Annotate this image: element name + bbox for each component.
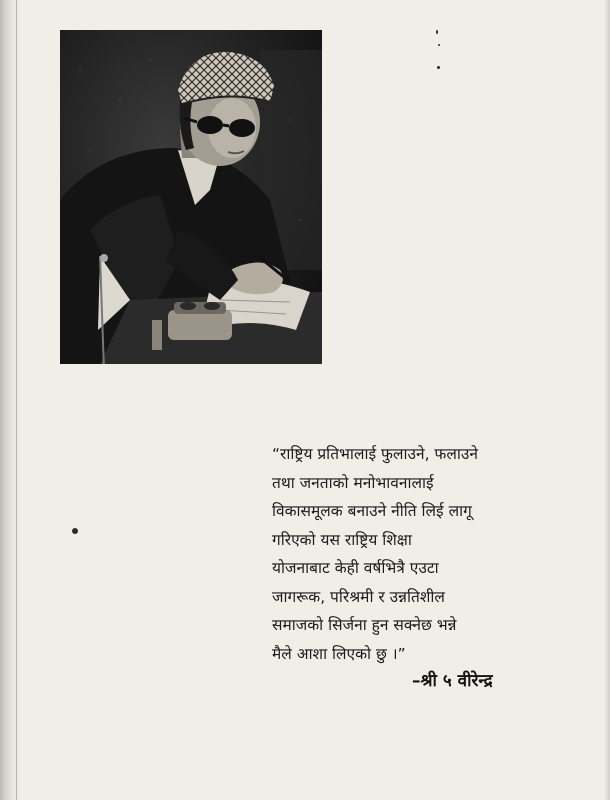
binding-line [16, 0, 17, 800]
portrait-photo [60, 30, 322, 364]
binding-edge-shadow [0, 0, 22, 800]
quote-block [272, 440, 582, 668]
quote-line: मैले आशा लिएको छु ।” [272, 644, 406, 663]
scan-speck [436, 30, 438, 34]
quote-line: तथा जनताको मनोभावनालाई [272, 473, 434, 492]
quote-line: “राष्ट्रिय प्रतिभालाई फुलाउने, फलाउने [272, 445, 479, 463]
quote-attribution: –श्री ५ वीरेन्द्र [412, 671, 493, 691]
portrait-photo-image [60, 30, 322, 364]
right-edge-shadow [604, 0, 610, 800]
quote-line: योजनाबाट केही वर्षभित्रै एउटा [272, 559, 439, 577]
quote-line: जागरूक, परिश्रमी र उन्नतिशील [272, 587, 445, 606]
scan-speck [437, 66, 440, 69]
scan-speck [72, 528, 78, 534]
quote-line: समाजको सिर्जना हुन सक्नेछ भन्ने [272, 616, 457, 634]
quote-line: विकासमूलक बनाउने नीति लिई लागू [272, 502, 472, 520]
scan-speck [438, 44, 440, 46]
quote-line: गरिएको यस राष्ट्रिय शिक्षा [272, 530, 412, 549]
